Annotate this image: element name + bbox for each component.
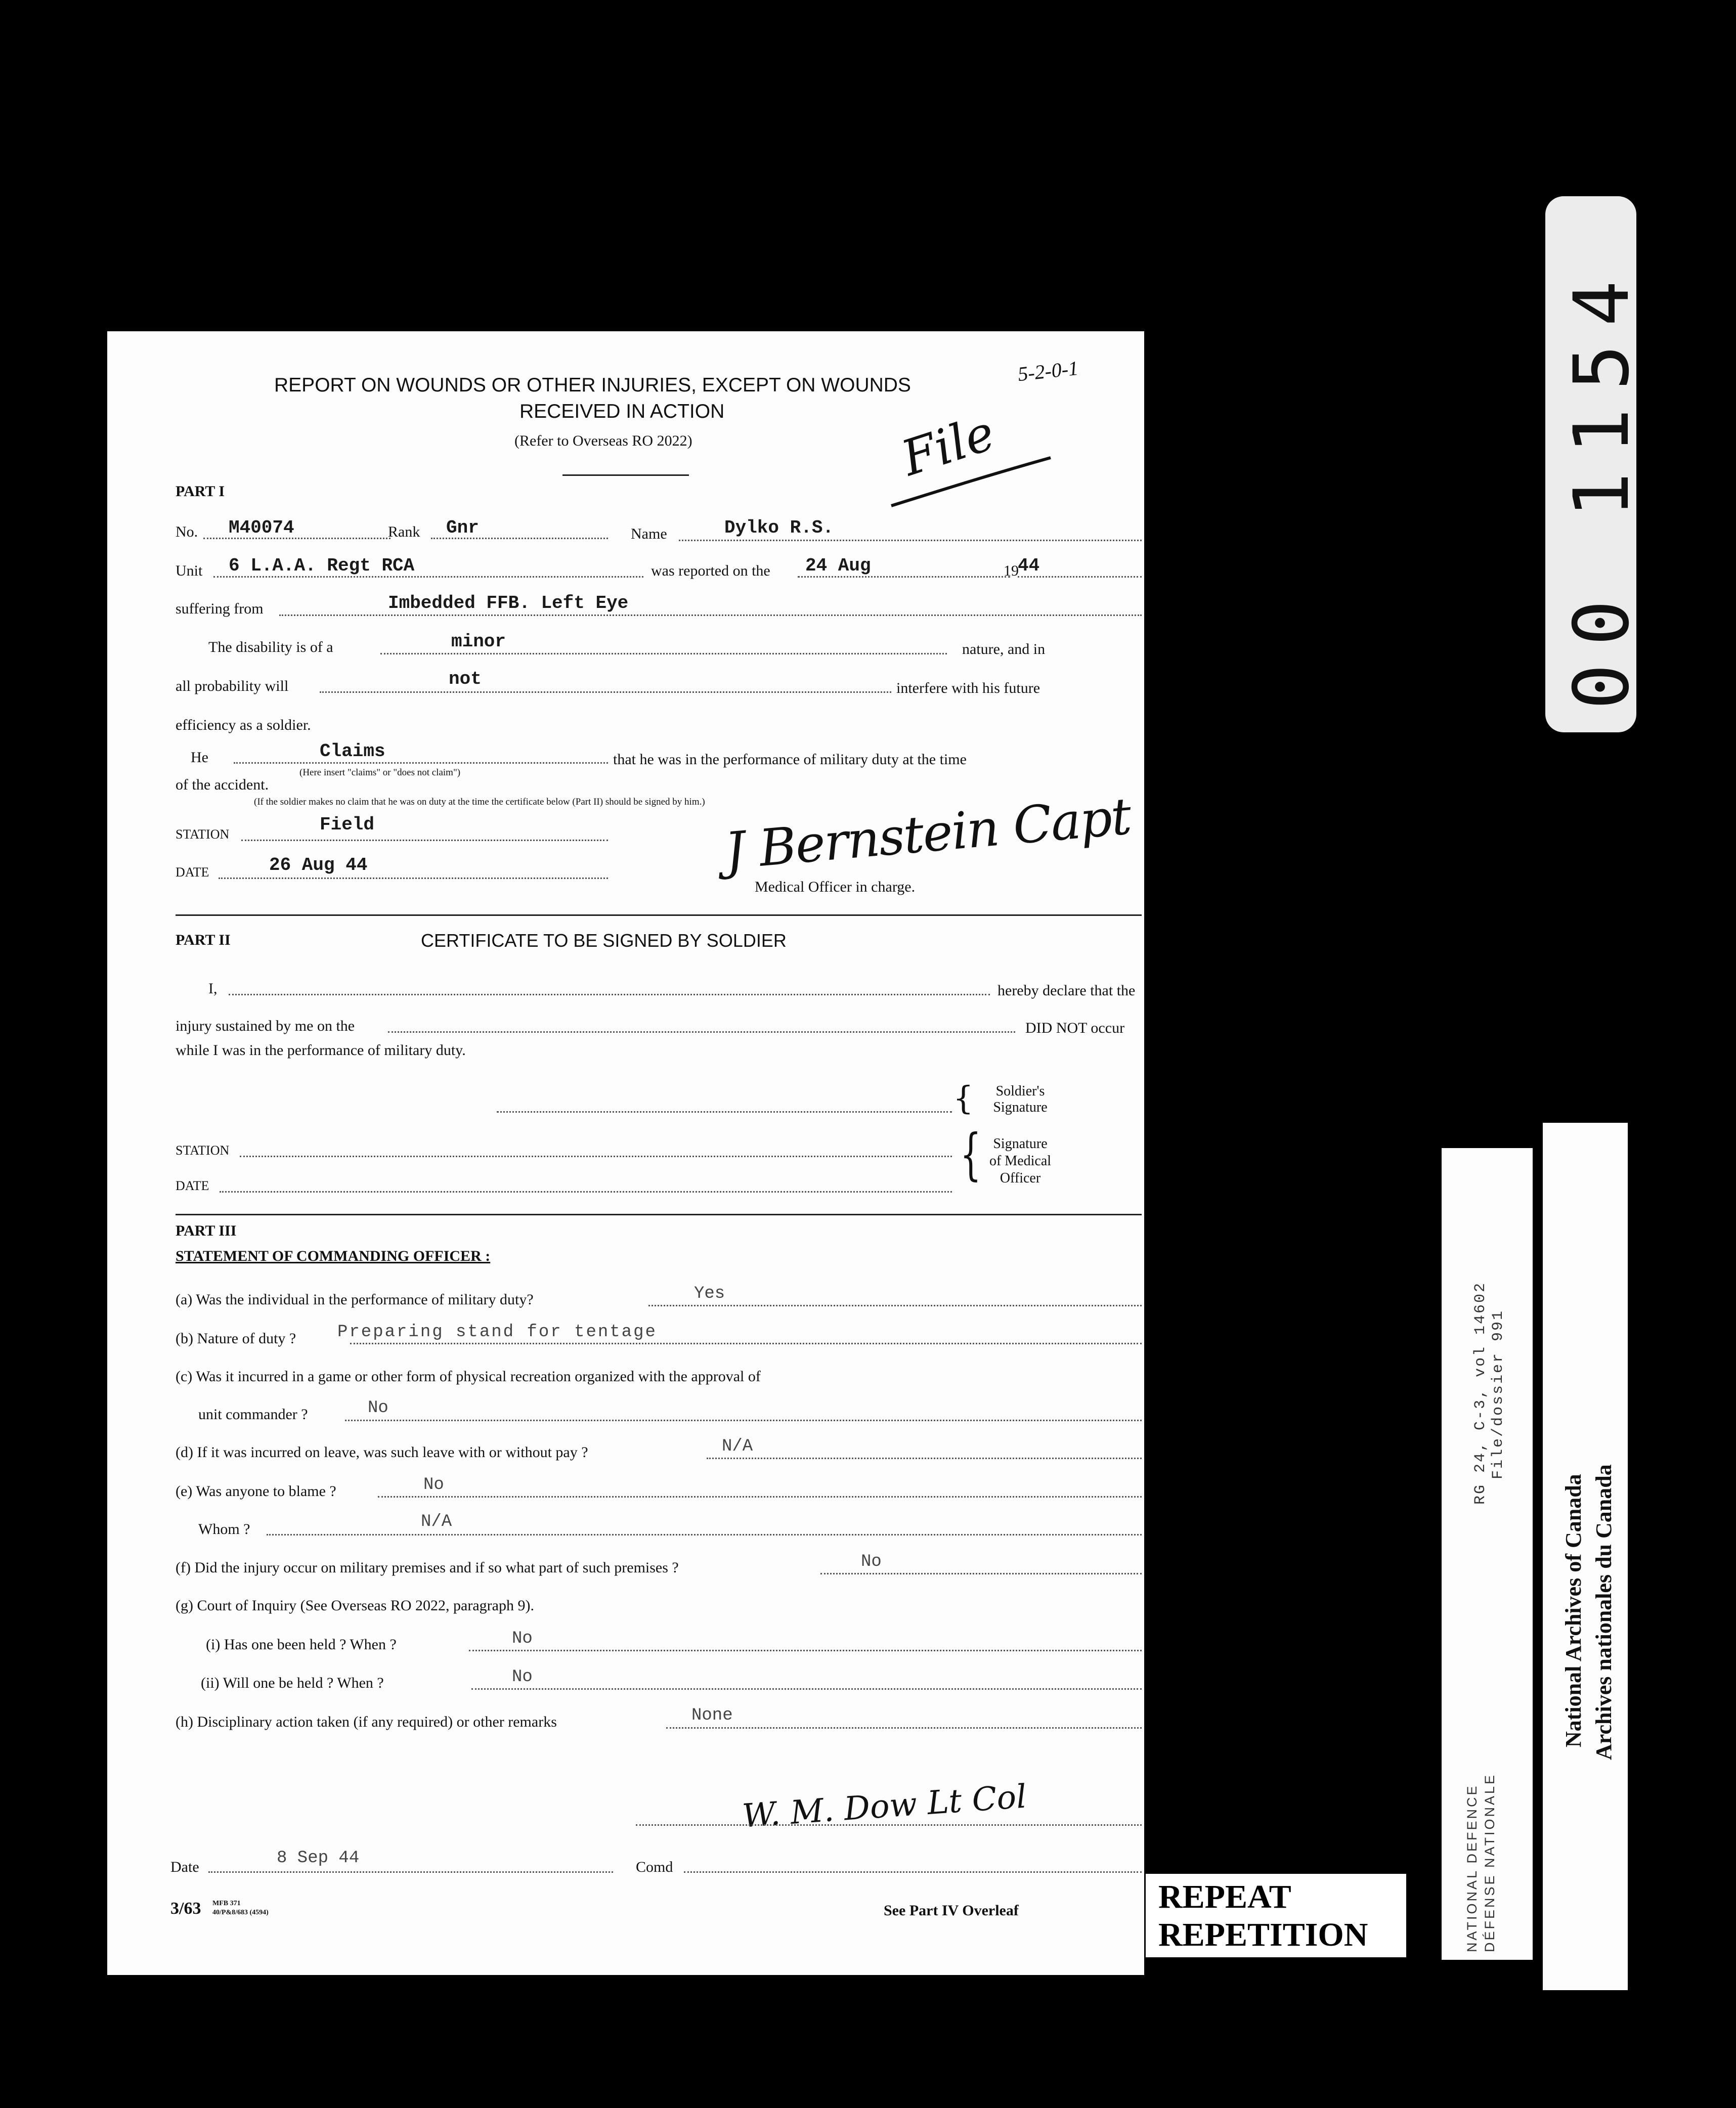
soldier-signature-brace: { [953,1080,974,1117]
injury-sustained-text: injury sustained by me on the [176,1018,355,1034]
co-signature: W. M. Dow Lt Col [741,1778,1028,1835]
unit-value: 6 L.A.A. Regt RCA [229,555,415,576]
year-prefix: 19 [1004,562,1019,579]
question-g: (g) Court of Inquiry (See Overseas RO 2022, paragraph 9). [176,1597,534,1614]
overleaf-note: See Part IV Overleaf [884,1902,1019,1919]
rank-label: Rank [388,523,420,540]
probability-post: interfere with his future [896,680,1040,696]
question-g2: (ii) Will one be held ? When ? [201,1675,384,1691]
stamp-number-strip [1545,196,1646,732]
question-c: (c) Was it incurred in a game or other form of physical recreation organized with the approval of [176,1368,761,1385]
question-h: (h) Disciplinary action taken (if any required) or other remarks [176,1714,557,1730]
report-form [107,331,1144,1975]
part3-title: STATEMENT OF COMMANDING OFFICER : [176,1248,491,1264]
i-label: I, [208,980,218,997]
soldier-note: (If the soldier makes no claim that he was on duty at the time the certificate below (Part II) should be signed by him.) [254,797,705,807]
service-number: M40074 [229,517,294,538]
declare-text: hereby declare that the [997,982,1136,999]
form-subtitle: (Refer to Overseas RO 2022) [514,432,692,449]
part3-heading: PART III [176,1222,237,1239]
mo-signature-label: Signature of Medical Officer [989,1136,1052,1186]
question-b: (b) Nature of duty ? [176,1330,296,1347]
injury-description: Imbedded FFB. Left Eye [388,593,629,613]
answer-h: None [691,1706,733,1725]
answer-g2: No [512,1667,533,1687]
part2-title: CERTIFICATE TO BE SIGNED BY SOLDIER [421,930,787,951]
insert-note: (Here insert "claims" or "does not claim") [299,767,461,778]
file-annotation: File [895,404,1002,487]
defense-nationale-label: DÉFENSE NATIONALE [1482,1773,1497,1952]
repeat-label: REPEAT [1158,1878,1291,1915]
name-label: Name [631,525,667,542]
unit-label: Unit [176,562,203,579]
accident-text: of the accident. [176,776,269,793]
co-date-value: 8 Sep 44 [277,1849,360,1868]
date-label: DATE [176,865,209,880]
mo-label: Medical Officer in charge. [755,879,916,895]
reported-label: was reported on the [651,562,770,579]
question-d: (d) If it was incurred on leave, was such leave with or without pay ? [176,1444,588,1461]
suffering-label: suffering from [176,600,264,617]
comd-label: Comd [636,1859,673,1875]
reported-date: 24 Aug [805,555,871,576]
repeat-stamp [1146,1874,1406,1957]
title-divider [562,474,689,476]
stamp-number: 00 1154 [1558,262,1646,710]
mo-signature-brace: { [960,1122,981,1187]
whom-label: Whom ? [198,1521,250,1538]
disability-text: The disability is of a [208,639,333,655]
soldier-name: Dylko R.S. [724,517,834,538]
file-annotation-stroke [886,453,1053,513]
national-archives-strip [1543,1123,1628,1990]
probability-value: not [449,669,482,689]
answer-a: Yes [694,1284,725,1303]
repetition-label: REPETITION [1158,1916,1368,1953]
national-defence-strip [1442,1148,1533,1960]
soldier-signature-label: Soldier's Signature [993,1083,1048,1115]
file-number-label: File/dossier 991 [1490,1309,1507,1479]
question-g1: (i) Has one been held ? When ? [206,1636,397,1653]
part2-heading: PART II [176,932,231,948]
answer-c: No [368,1398,388,1418]
part1-heading: PART I [176,483,225,500]
co-date-label: Date [170,1859,199,1875]
form-title-line2: RECEIVED IN ACTION [519,401,725,422]
part1-divider [176,914,1142,916]
part2-date-label: DATE [176,1178,209,1193]
form-title-line1: REPORT ON WOUNDS OR OTHER INJURIES, EXCEPT ON WOUNDS [274,374,911,396]
answer-b: Preparing stand for tentage [337,1323,657,1342]
station-value: Field [320,814,375,835]
question-a: (a) Was the individual in the performance of military duty? [176,1291,534,1308]
record-group-label: RG 24, C-3, vol 14602 [1472,1281,1489,1505]
archives-nationales-label: Archives nationales du Canada [1591,1464,1616,1760]
answer-g1: No [512,1629,533,1648]
form-number: 3/63 [170,1899,201,1918]
disability-value: minor [451,631,506,652]
he-label: He [191,749,208,766]
whom-value: N/A [421,1512,452,1531]
national-archives-label: National Archives of Canada [1561,1474,1586,1747]
claims-text: that he was in the performance of military duty at the time [613,751,967,768]
question-e: (e) Was anyone to blame ? [176,1483,336,1500]
while-text: while I was in the performance of military duty. [176,1042,466,1059]
claims-value: Claims [320,741,385,762]
disability-post: nature, and in [962,641,1046,657]
answer-f: No [861,1552,882,1571]
answer-d: N/A [722,1437,753,1456]
printer-codes: MFB 371 40/P&8/683 (4594) [212,1900,269,1916]
station-label: STATION [176,827,230,842]
question-c-cont: unit commander ? [198,1406,308,1423]
reported-year: 44 [1018,555,1040,576]
probability-text: all probability will [176,678,289,694]
no-label: No. [176,523,198,540]
date-value: 26 Aug 44 [269,855,368,875]
medical-officer-signature: J Bernstein Capt [722,786,1133,881]
did-not-text: DID NOT occur [1025,1020,1125,1036]
part2-divider [176,1214,1142,1215]
answer-e: No [423,1475,444,1495]
question-f: (f) Did the injury occur on military premises and if so what part of such premises ? [176,1559,679,1576]
part2-station-label: STATION [176,1143,230,1158]
efficiency-text: efficiency as a soldier. [176,717,311,733]
national-defence-label: NATIONAL DEFENCE [1464,1784,1480,1952]
soldier-signature-line [497,1111,952,1113]
rank-value: Gnr [446,517,479,538]
corner-reference: 5-2-0-1 [1016,356,1079,386]
